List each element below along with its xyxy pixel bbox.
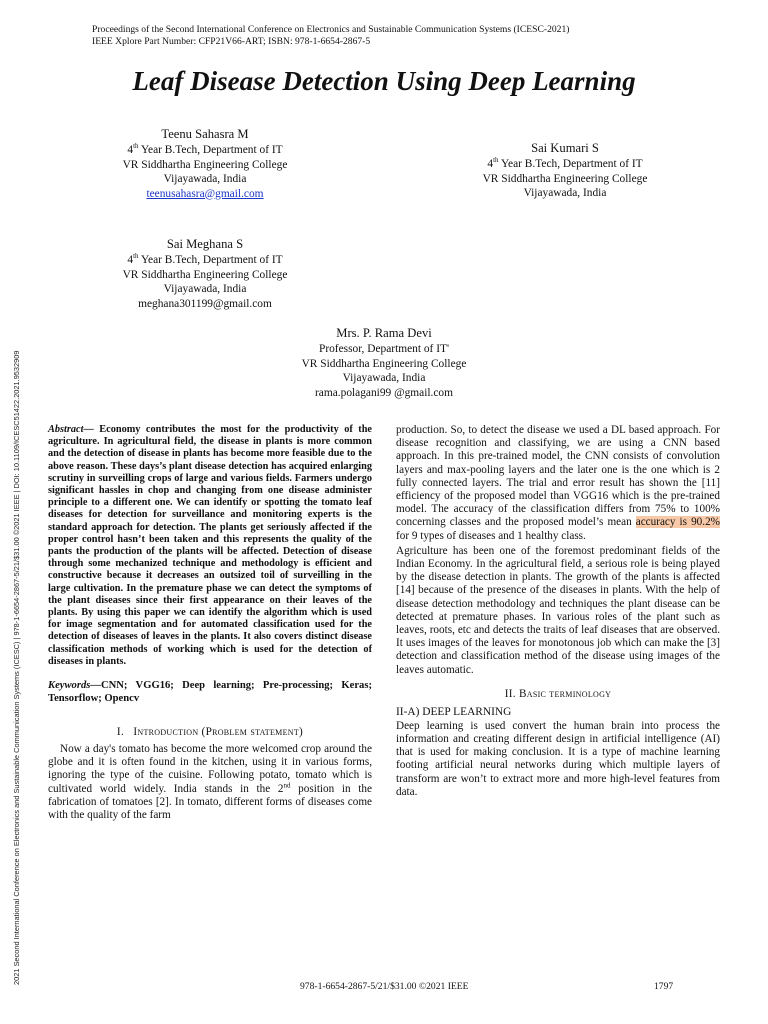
author-name: Sai Kumari S	[531, 141, 599, 155]
author-affiliation: 4th Year B.Tech, Department of IT	[127, 252, 283, 266]
author-city: Vijayawada, India	[163, 173, 247, 185]
author-block-1	[100, 126, 310, 201]
footer-copyright: 978-1-6654-2867-5/21/$31.00 ©2021 IEEE	[300, 981, 469, 992]
conference-header: Proceedings of the Second International Conference on Electronics and Sustainable Communication Systems (ICESC-2021)	[92, 24, 570, 35]
section-heading-intro: I. Introduction (Problem statement)	[116, 726, 304, 739]
right-paragraph-2: Agriculture has been one of the foremost predominant fields of the Indian Economy. In the agricultural field, a serious role is being played by the disease detection in plants. The growth of the plants is affected [14] because of the presence of the diseases in plants. With the help of disease detection methodology and techniques the plant disease can be detected at premature phases. In various roles of the plant such as leaves, roots, etc and detects the traits of leaf diseases that are observed. It uses images of the leaves for monotonous job which can make the [3] detection and classification method of the disease using images of the leaves automatic.	[396, 544, 720, 676]
abstract-text: Economy contributes the most for the productivity of the agriculture. In agricultural field, the disease in plants is more common and the detection of disease in plants has become more feasible due to the above reason. These days’s plant disease detection has acquired enlarging scrutiny in surveilling crops of large and various fields. Farmers undergo significant hassles in chop and changing from one disease administer principle to a different one. We can identify or spotting the tomato leaf diseases for detection for surveillance and monitoring experts is the standard approach for detection. The plants get seriously affected if the proper control hasn’t been taken and this represents the quality of the pants the production of the plants will be affected. Detection of disease through some mechanized technique and methodology is efficient and constructive because it decreases an outsized toil of surveilling in the large cultivation. In the premature phase we can detect the symptoms of the plant diseases since their first appearance on their leaves of the plants. By using this paper we can identify the algorithm which is used for image segmentation and for automated classification used for the detection of diseases of leaves in the plants. It also covers distinct disease classification methods of working which is used for the detection of diseases in plants.	[48, 424, 372, 667]
author-block-2	[460, 140, 670, 201]
side-doi-note: 2021 Second International Conference on Electronics and Sustainable Communication Systems (ICESC) | 978-1-6654-2867-5/21/$31.00 ©2021 IEEE | DOI: 10.1109/ICESC51422.2021.9532909	[12, 350, 21, 985]
author-email-link[interactable]: teenusahasra@gmail.com	[146, 187, 264, 200]
author-name: Sai Meghana S	[166, 237, 244, 251]
author-email: rama.polagani99 @gmail.com	[315, 386, 453, 399]
intro-paragraph: Now a day's tomato has become the more welcomed crop around the globe and it is often found in the kitchen, using it in various forms, ignoring the type of the cuisine. Following potato, tomato which is cultivated world widely. India stands in the 2nd position in the fabrication of tomatoes [2]. In tomato, different forms of diseases come with the quality of the farm	[48, 743, 372, 822]
abstract-lead: Abstract—	[48, 424, 94, 435]
author-college: VR Siddhartha Engineering College	[482, 172, 648, 185]
author-college: VR Siddhartha Engineering College	[122, 158, 288, 171]
keywords-text: CNN; VGG16; Deep learning; Pre-processing; Keras; Tensorflow; Opencv	[48, 680, 372, 705]
abstract	[48, 424, 372, 668]
keywords	[48, 679, 372, 705]
subsection-heading-deep-learning: II-A) DEEP LEARNING	[396, 705, 512, 718]
section-heading-basic: II. Basic terminology	[504, 687, 612, 700]
author-email: meghana301199@gmail.com	[138, 297, 272, 310]
author-college: VR Siddhartha Engineering College	[301, 357, 467, 370]
author-city: Vijayawada, India	[163, 283, 247, 295]
author-block-4	[276, 325, 492, 400]
author-affiliation: 4th Year B.Tech, Department of IT	[487, 156, 643, 170]
right-column	[396, 424, 720, 799]
page-number: 1797	[654, 981, 674, 992]
paper-title: Leaf Disease Detection Using Deep Learning	[132, 66, 636, 96]
author-name: Mrs. P. Rama Devi	[336, 326, 432, 340]
keywords-lead: Keywords—	[48, 680, 101, 692]
author-college: VR Siddhartha Engineering College	[122, 268, 288, 281]
author-role: Professor, Department of IT'	[318, 343, 450, 355]
left-column	[48, 424, 372, 822]
author-affiliation: 4th Year B.Tech, Department of IT	[127, 142, 283, 156]
author-block-3	[100, 236, 310, 311]
author-city: Vijayawada, India	[342, 372, 426, 384]
right-paragraph-3: Deep learning is used convert the human brain into process the information and creating different design in artificial intelligence (AI) that is used for making conclusion. It is a type of machine learning footing artificial neural networks during which multiple layers of transform are won’t to extract more and more high-level features from data.	[396, 719, 720, 798]
accuracy-highlight: accuracy is 90.2%	[635, 516, 720, 529]
ieee-part-number: IEEE Xplore Part Number: CFP21V66-ART; ISBN: 978-1-6654-2867-5	[92, 36, 371, 47]
right-paragraph-1: production. So, to detect the disease we used a DL based approach. For disease recognition and classifying, we are using a CNN based approach. In this pre-trained model, the CNN consists of convolution layers and max-pooling layers and the later one is the one which is 2 fully connected layers. The trial and error result has shown the [11] efficiency of the proposed model than VGG16 which is the pre-trained model. The accuracy of the classification differs from 75% to 100% concerning classes and the proposed model’s mean accuracy is 90.2% for 9 types of diseases and 1 healthy class.	[396, 424, 720, 542]
author-city: Vijayawada, India	[523, 187, 607, 199]
author-name: Teenu Sahasra M	[161, 127, 249, 141]
